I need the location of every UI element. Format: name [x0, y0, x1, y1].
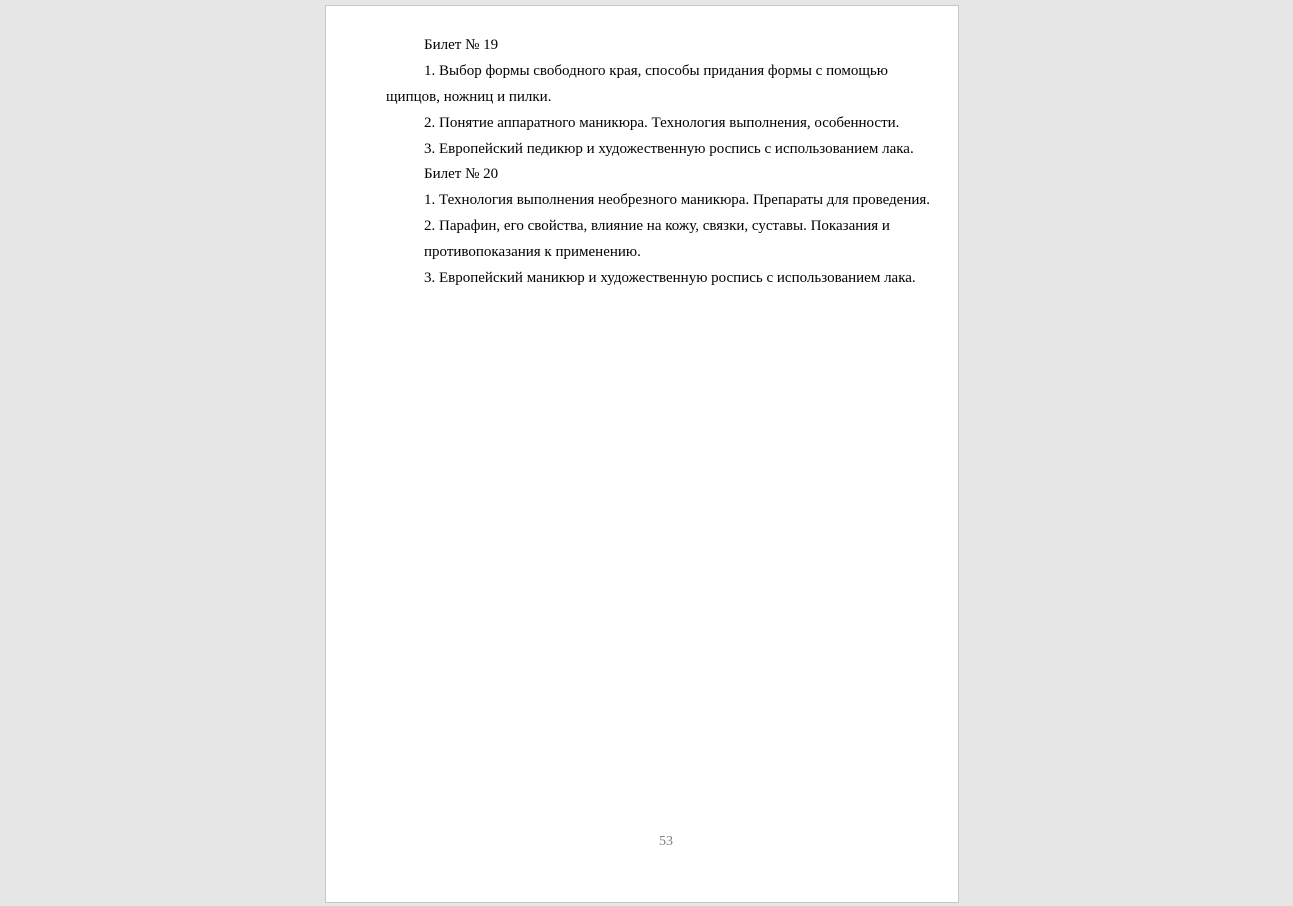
ticket-19-question-1: 1. Выбор формы свободного края, способы придания формы с помощью [424, 63, 888, 79]
ticket-19-question-3: 3. Европейский педикюр и художественную роспись с использованием лака. [424, 141, 914, 157]
page-number: 53 [659, 834, 673, 849]
ticket-20-question-3: 3. Европейский маникюр и художественную роспись с использованием лака. [424, 270, 916, 286]
ticket-19-question-2: 2. Понятие аппаратного маникюра. Технология выполнения, особенности. [424, 115, 900, 131]
ticket-20-heading: Билет № 20 [424, 166, 499, 182]
ticket-19-question-1-continued: щипцов, ножниц и пилки. [386, 89, 552, 105]
ticket-20-question-2-continued: противопоказания к применению. [424, 244, 641, 260]
document-page [325, 5, 959, 903]
ticket-19-heading: Билет № 19 [424, 37, 499, 53]
ticket-20-question-1: 1. Технология выполнения необрезного маникюра. Препараты для проведения. [424, 192, 931, 208]
ticket-20-question-2: 2. Парафин, его свойства, влияние на кожу, связки, суставы. Показания и [424, 218, 890, 234]
